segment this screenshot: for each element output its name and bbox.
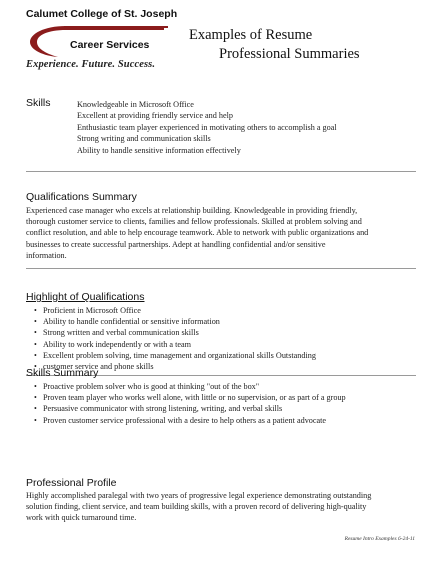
list-item: Knowledgeable in Microsoft Office <box>77 100 194 109</box>
professional-profile-heading: Professional Profile <box>26 477 117 489</box>
list-item: Ability to handle sensitive information effectively <box>77 145 241 155</box>
qualifications-summary-heading: Qualifications Summary <box>26 191 137 203</box>
list-item: • Proficient in Microsoft Office <box>34 305 424 316</box>
highlight-heading: Highlight of Qualifications <box>26 291 145 303</box>
list-item: • Ability to handle confidential or sensitive information <box>34 316 424 327</box>
logo-tagline: Experience. Future. Success. <box>26 59 156 70</box>
skills-summary-list <box>34 381 424 426</box>
qualifications-summary-text <box>26 205 414 261</box>
list-item: • Proven team player who works well alone, with little or no supervision, or as part of a group <box>34 392 424 403</box>
skills-heading: Skills <box>26 97 51 109</box>
divider <box>26 171 416 172</box>
list-item: • Proactive problem solver who is good at thinking "out of the box" <box>34 381 424 392</box>
list-item: Excellent at providing friendly service and help <box>77 111 233 121</box>
list-item: • Persuasive communicator with strong listening, writing, and verbal skills <box>34 403 424 414</box>
skills-list <box>77 99 417 156</box>
paragraph-line: thorough customer service to clients, families and fellow professionals. Skilled at problem solving and <box>26 217 362 227</box>
list-item: • Proven customer service professional with a desire to help others as a patient advocate <box>34 415 424 426</box>
divider <box>26 268 416 269</box>
highlight-list <box>34 305 424 372</box>
professional-profile-text <box>26 490 414 524</box>
paragraph-line: Experienced case manager who excels at relationship building. Knowledgeable in providing friendly, <box>26 206 358 215</box>
list-item: • customer service and phone skills <box>34 361 424 372</box>
skills-summary-heading: Skills Summary <box>26 367 99 379</box>
paragraph-line: conflict resolution, and able to help encourage teamwork. Able to network with public organizations and <box>26 228 369 238</box>
footer-note: Resume Intro Examples 6-24-11 <box>344 536 415 542</box>
page-title-line2: Professional Summaries <box>219 46 360 62</box>
paragraph-line: work with quick turnaround time. <box>26 513 137 523</box>
page-title-line1: Examples of Resume <box>189 27 313 43</box>
list-item: Strong writing and communication skills <box>77 134 211 144</box>
paragraph-line: information. <box>26 250 67 260</box>
list-item: • Excellent problem solving, time management and organizational skills Outstanding <box>34 350 424 361</box>
paragraph-line: businesses to create successful partnerships. Adept at handling confidential and/or sensitive <box>26 239 326 249</box>
college-name: Calumet College of St. Joseph <box>26 8 178 20</box>
list-item: Enthusiastic team player experienced in motivating others to accomplish a goal <box>77 122 337 132</box>
list-item: • Strong written and verbal communication skills <box>34 327 424 338</box>
paragraph-line: solution finding, client service, and team building skills, with a proven record of delivering high-quality <box>26 502 367 512</box>
list-item: • Ability to work independently or with a team <box>34 339 424 350</box>
paragraph-line: Highly accomplished paralegal with two years of progressive legal experience demonstrating outstanding <box>26 491 372 500</box>
logo-career-services: Career Services <box>70 39 150 51</box>
